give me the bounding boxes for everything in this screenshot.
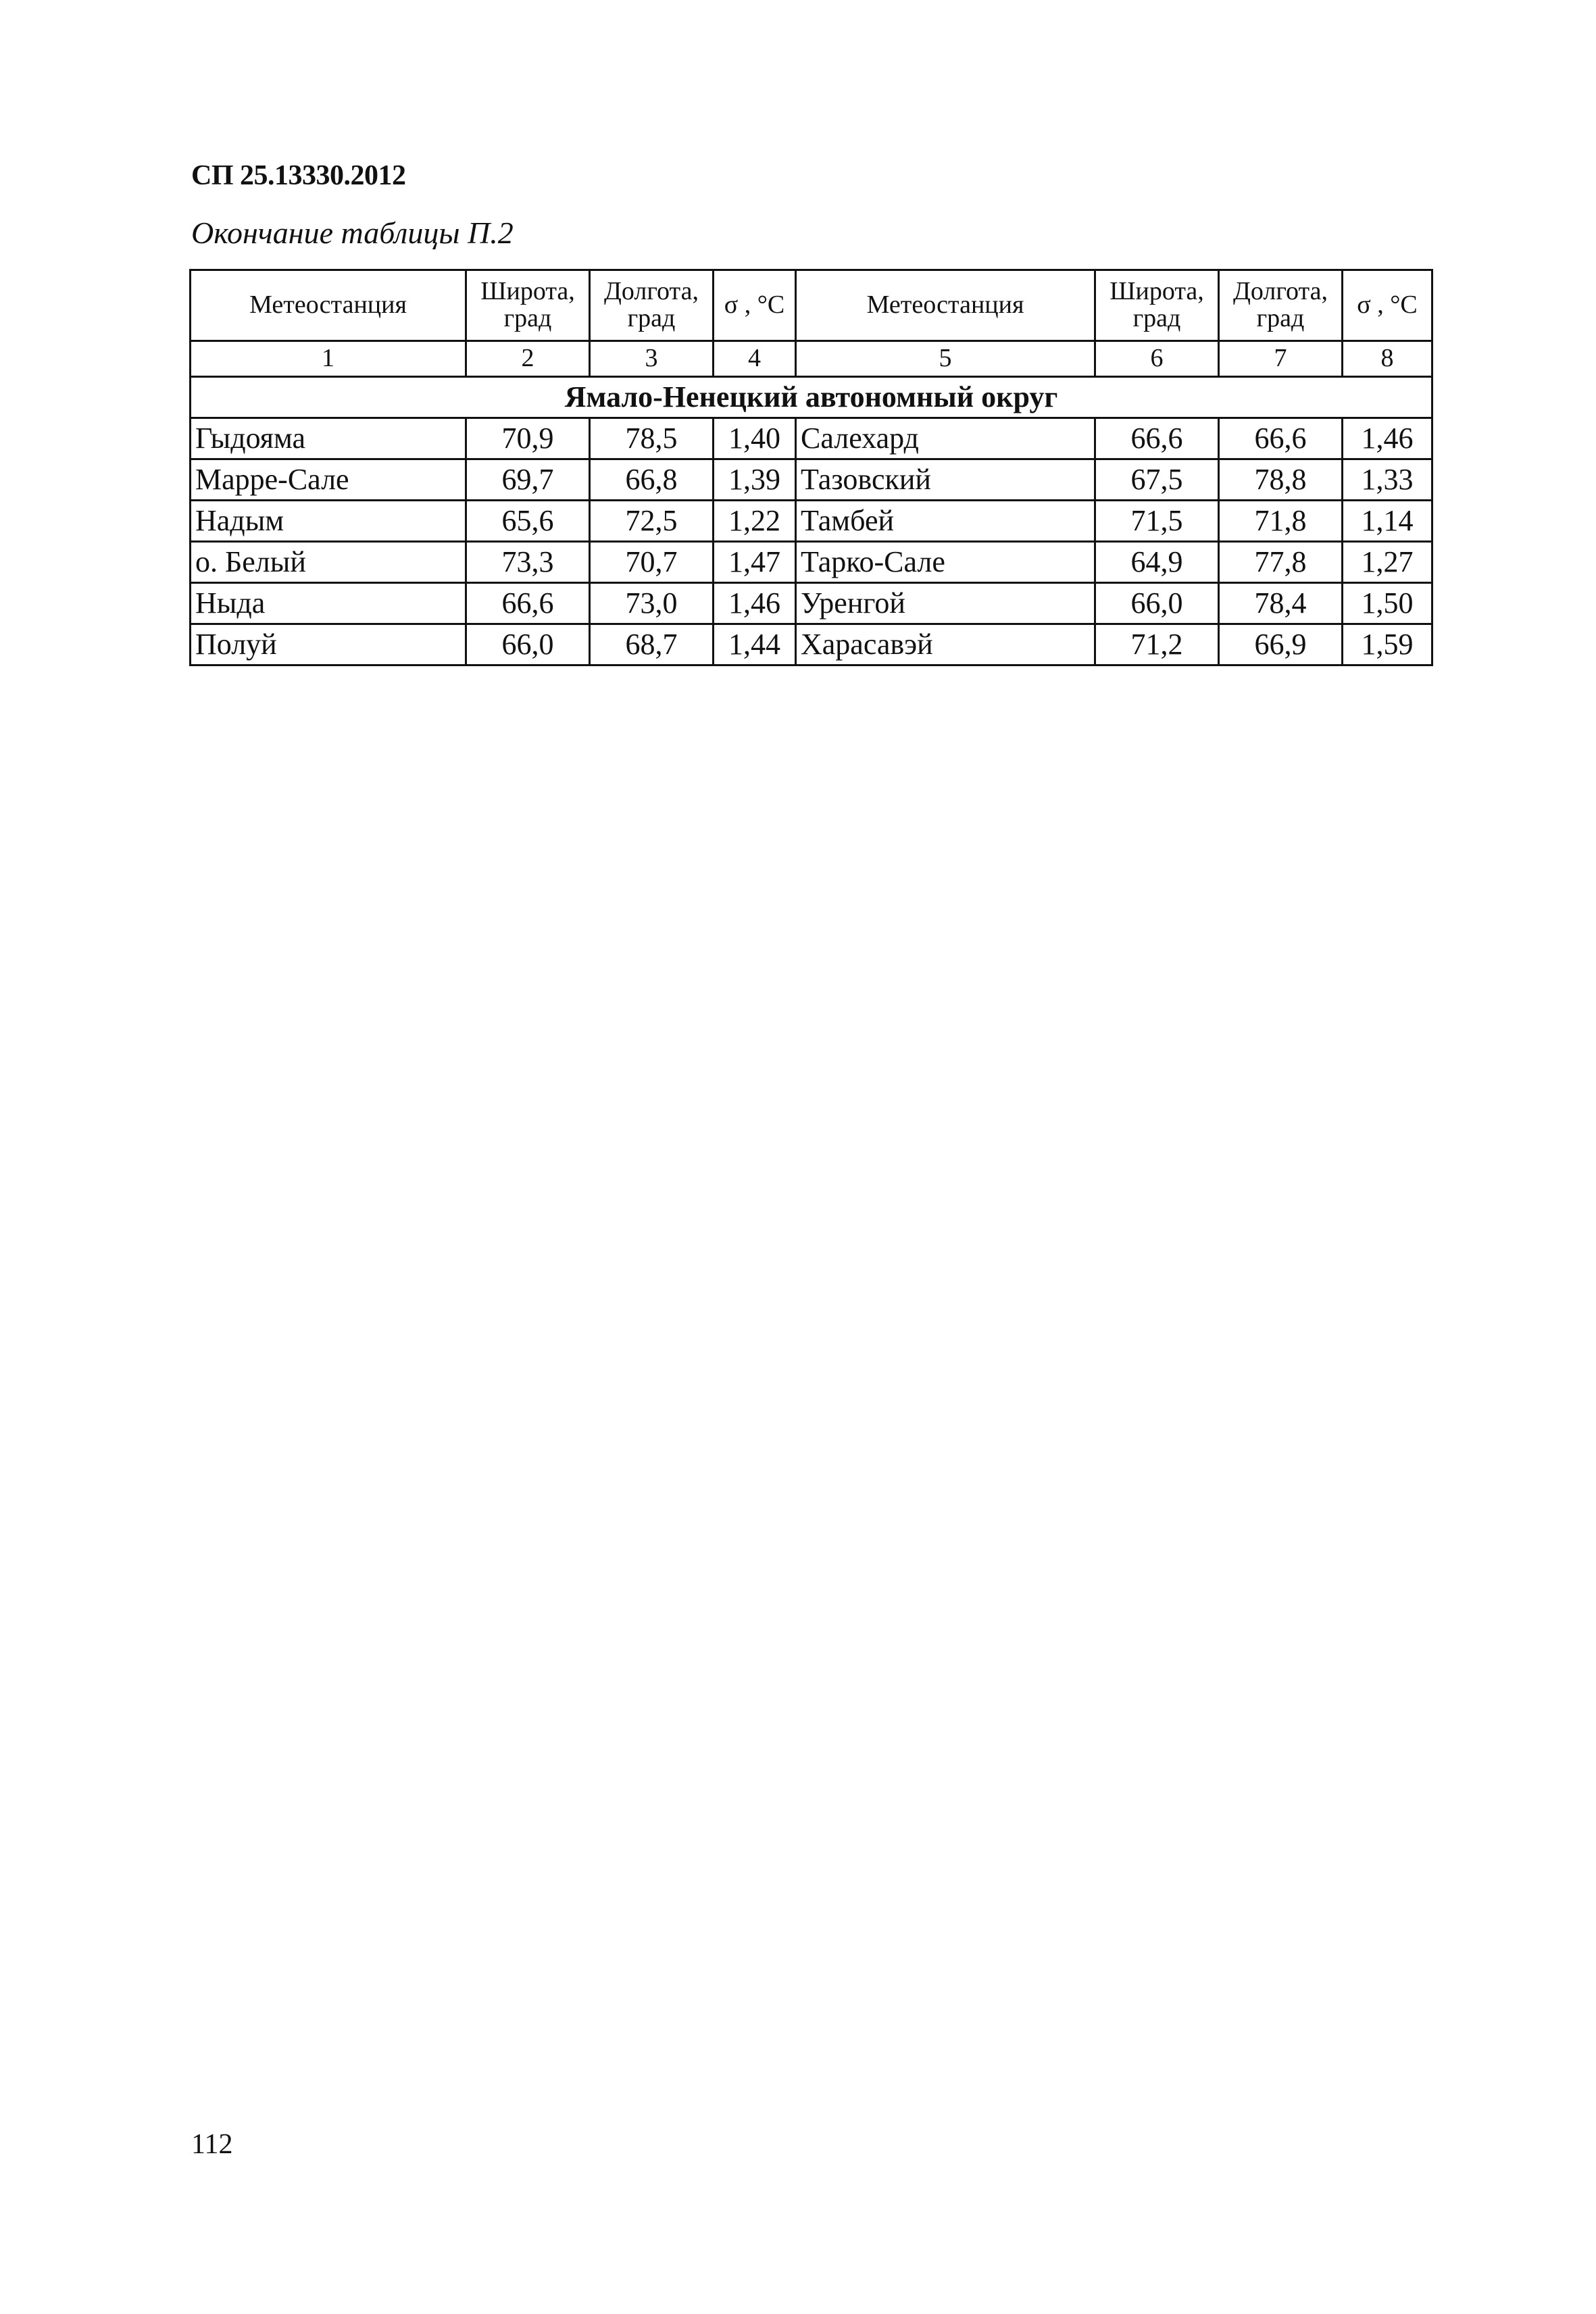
latitude-cell: 66,0 [466, 624, 590, 665]
station-name: о. Белый [191, 542, 466, 583]
latitude-cell: 71,5 [1095, 501, 1219, 542]
column-number: 7 [1219, 341, 1343, 377]
latitude-cell: 65,6 [466, 501, 590, 542]
latitude-cell: 66,6 [1095, 418, 1219, 459]
longitude-cell: 77,8 [1219, 542, 1343, 583]
latitude-cell: 71,2 [1095, 624, 1219, 665]
sigma-cell: 1,22 [714, 501, 796, 542]
station-name: Ныда [191, 583, 466, 624]
latitude-cell: 67,5 [1095, 459, 1219, 501]
document-code: СП 25.13330.2012 [191, 160, 406, 191]
table-row [191, 418, 1432, 459]
sigma-cell: 1,33 [1343, 459, 1432, 501]
station-name: Тазовский [796, 459, 1095, 501]
sigma-cell: 1,46 [1343, 418, 1432, 459]
latitude-cell: 70,9 [466, 418, 590, 459]
station-name: Полуй [191, 624, 466, 665]
latitude-cell: 64,9 [1095, 542, 1219, 583]
column-header: σ , °С [1343, 270, 1432, 341]
longitude-cell: 71,8 [1219, 501, 1343, 542]
table-row [191, 542, 1432, 583]
table-row [191, 583, 1432, 624]
page-number: 112 [191, 2129, 233, 2160]
region-title: Ямало-Ненецкий автономный округ [191, 377, 1432, 418]
latitude-cell: 66,0 [1095, 583, 1219, 624]
longitude-cell: 66,6 [1219, 418, 1343, 459]
column-number-row [191, 341, 1432, 377]
longitude-cell: 66,8 [590, 459, 714, 501]
table-row [191, 624, 1432, 665]
sigma-cell: 1,14 [1343, 501, 1432, 542]
longitude-cell: 72,5 [590, 501, 714, 542]
table-caption: Окончание таблицы П.2 [191, 216, 514, 250]
longitude-cell: 73,0 [590, 583, 714, 624]
latitude-cell: 66,6 [466, 583, 590, 624]
latitude-cell: 69,7 [466, 459, 590, 501]
column-header: Широта, град [1095, 270, 1219, 341]
sigma-cell: 1,44 [714, 624, 796, 665]
longitude-cell: 78,4 [1219, 583, 1343, 624]
sigma-cell: 1,40 [714, 418, 796, 459]
longitude-cell: 78,8 [1219, 459, 1343, 501]
sigma-cell: 1,47 [714, 542, 796, 583]
sigma-cell: 1,39 [714, 459, 796, 501]
header-row [191, 270, 1432, 341]
column-header: Широта, град [466, 270, 590, 341]
column-header: Долгота, град [1219, 270, 1343, 341]
station-name: Тамбей [796, 501, 1095, 542]
column-number: 2 [466, 341, 590, 377]
table-row [191, 459, 1432, 501]
column-header: σ , °С [714, 270, 796, 341]
meteo-table [189, 269, 1433, 666]
station-name: Надым [191, 501, 466, 542]
station-name: Салехард [796, 418, 1095, 459]
region-row [191, 377, 1432, 418]
longitude-cell: 78,5 [590, 418, 714, 459]
longitude-cell: 70,7 [590, 542, 714, 583]
station-name: Уренгой [796, 583, 1095, 624]
sigma-cell: 1,59 [1343, 624, 1432, 665]
column-number: 8 [1343, 341, 1432, 377]
latitude-cell: 73,3 [466, 542, 590, 583]
column-number: 4 [714, 341, 796, 377]
station-name: Харасавэй [796, 624, 1095, 665]
station-name: Тарко-Сале [796, 542, 1095, 583]
longitude-cell: 68,7 [590, 624, 714, 665]
sigma-cell: 1,27 [1343, 542, 1432, 583]
column-number: 1 [191, 341, 466, 377]
column-number: 5 [796, 341, 1095, 377]
sigma-cell: 1,46 [714, 583, 796, 624]
station-name: Гыдояма [191, 418, 466, 459]
column-header: Долгота, град [590, 270, 714, 341]
column-header: Метеостанция [796, 270, 1095, 341]
column-number: 3 [590, 341, 714, 377]
station-name: Марре-Сале [191, 459, 466, 501]
column-header: Метеостанция [191, 270, 466, 341]
sigma-cell: 1,50 [1343, 583, 1432, 624]
column-number: 6 [1095, 341, 1219, 377]
table-row [191, 501, 1432, 542]
longitude-cell: 66,9 [1219, 624, 1343, 665]
